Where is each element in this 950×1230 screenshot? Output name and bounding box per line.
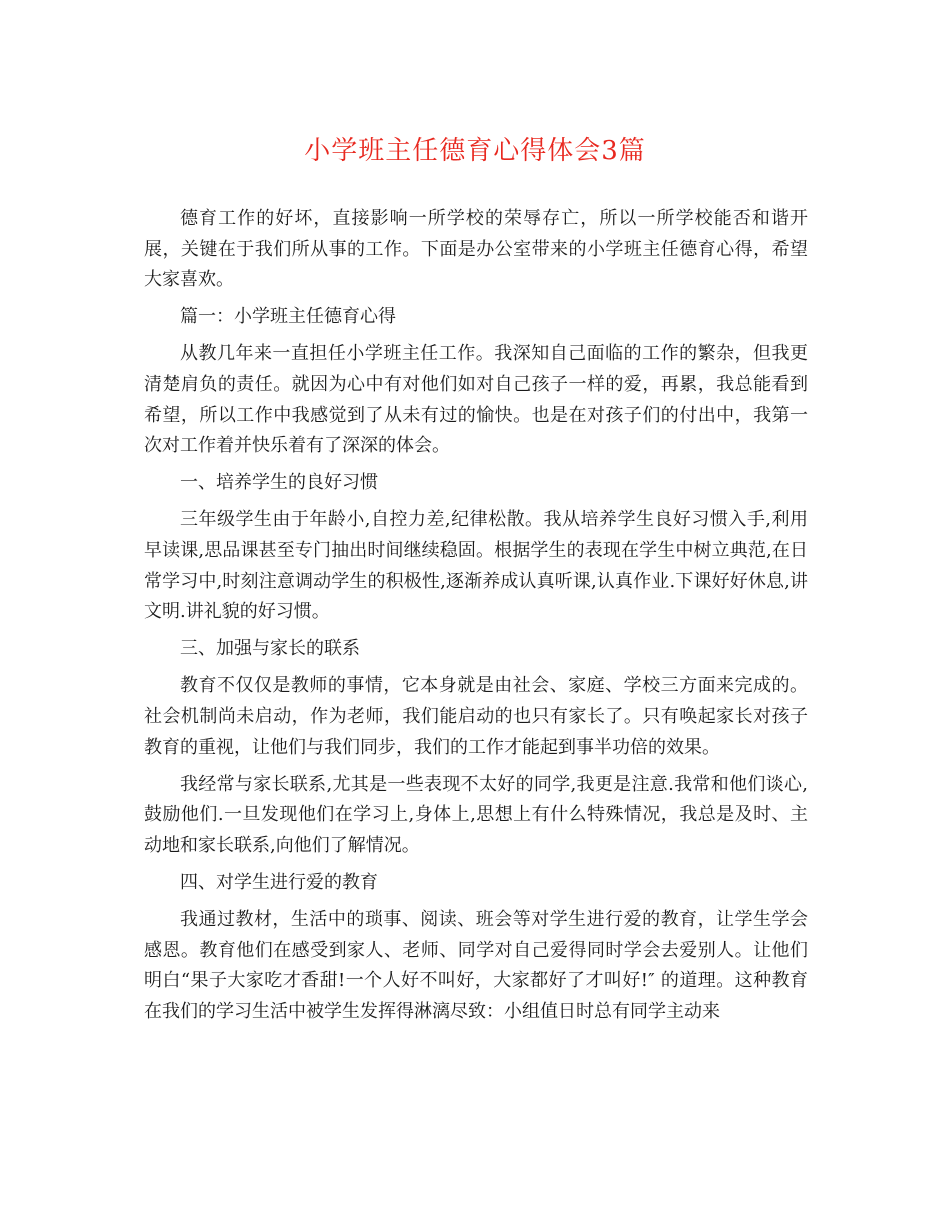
paragraph: 我经常与家长联系,尤其是一些表现不太好的同学,我更是注意.我常和他们谈心,鼓励他们.一旦发现他们在学习上,身体上,思想上有什么特殊情况，我总是及时、主动地和家长联系,向他们了解情况。 xyxy=(144,773,808,856)
paragraph: 我通过教材，生活中的琐事、阅读、班会等对学生进行爱的教育，让学生学会感恩。教育他们在感受到家人、老师、同学对自己爱得同时学会去爱别人。让他们明白“果子大家吃才香甜!一个人好不叫好，大家都好了才叫好!″ 的道理。这种教育在我们的学习生活中被学生发挥得淋漓尽致：小组值日时总有同学主动来 xyxy=(144,908,808,1022)
section-heading: 一、培养学生的良好习惯 xyxy=(180,472,378,494)
paragraph-intro: 德育工作的好坏，直接影响一所学校的荣辱存亡，所以一所学校能否和谐开展，关键在于我们所从事的工作。下面是办公室带来的小学班主任德育心得，希望大家喜欢。 xyxy=(144,208,808,291)
paragraph: 教育不仅仅是教师的事情，它本身就是由社会、家庭、学校三方面来完成的。社会机制尚未启动，作为老师，我们能启动的也只有家长了。只有唤起家长对孩子教育的重视，让他们与我们同步，我们的工作才能起到事半功倍的效果。 xyxy=(144,675,808,758)
section-heading: 四、对学生进行爱的教育 xyxy=(180,871,378,893)
document-title: 小学班主任德育心得体会3篇 xyxy=(304,136,646,166)
section-heading: 三、加强与家长的联系 xyxy=(180,638,360,660)
document-body xyxy=(144,204,808,1034)
paragraph: 从教几年来一直担任小学班主任工作。我深知自己面临的工作的繁杂，但我更清楚肩负的责任。就因为心中有对他们如对自己孩子一样的爱，再累，我总能看到希望，所以工作中我感觉到了从未有过的愉快。也是在对孩子们的付出中，我第一次对工作着并快乐着有了深深的体会。 xyxy=(144,343,808,457)
paragraph: 三年级学生由于年龄小,自控力差,纪律松散。我从培养学生良好习惯入手,利用早读课,思品课甚至专门抽出时间继续稳固。根据学生的表现在学生中树立典范,在日常学习中,时刻注意调动学生的积极性,逐渐养成认真听课,认真作业.下课好好休息,讲文明.讲礼貌的好习惯。 xyxy=(144,509,808,623)
heading-part-one: 篇一：小学班主任德育心得 xyxy=(180,306,396,328)
